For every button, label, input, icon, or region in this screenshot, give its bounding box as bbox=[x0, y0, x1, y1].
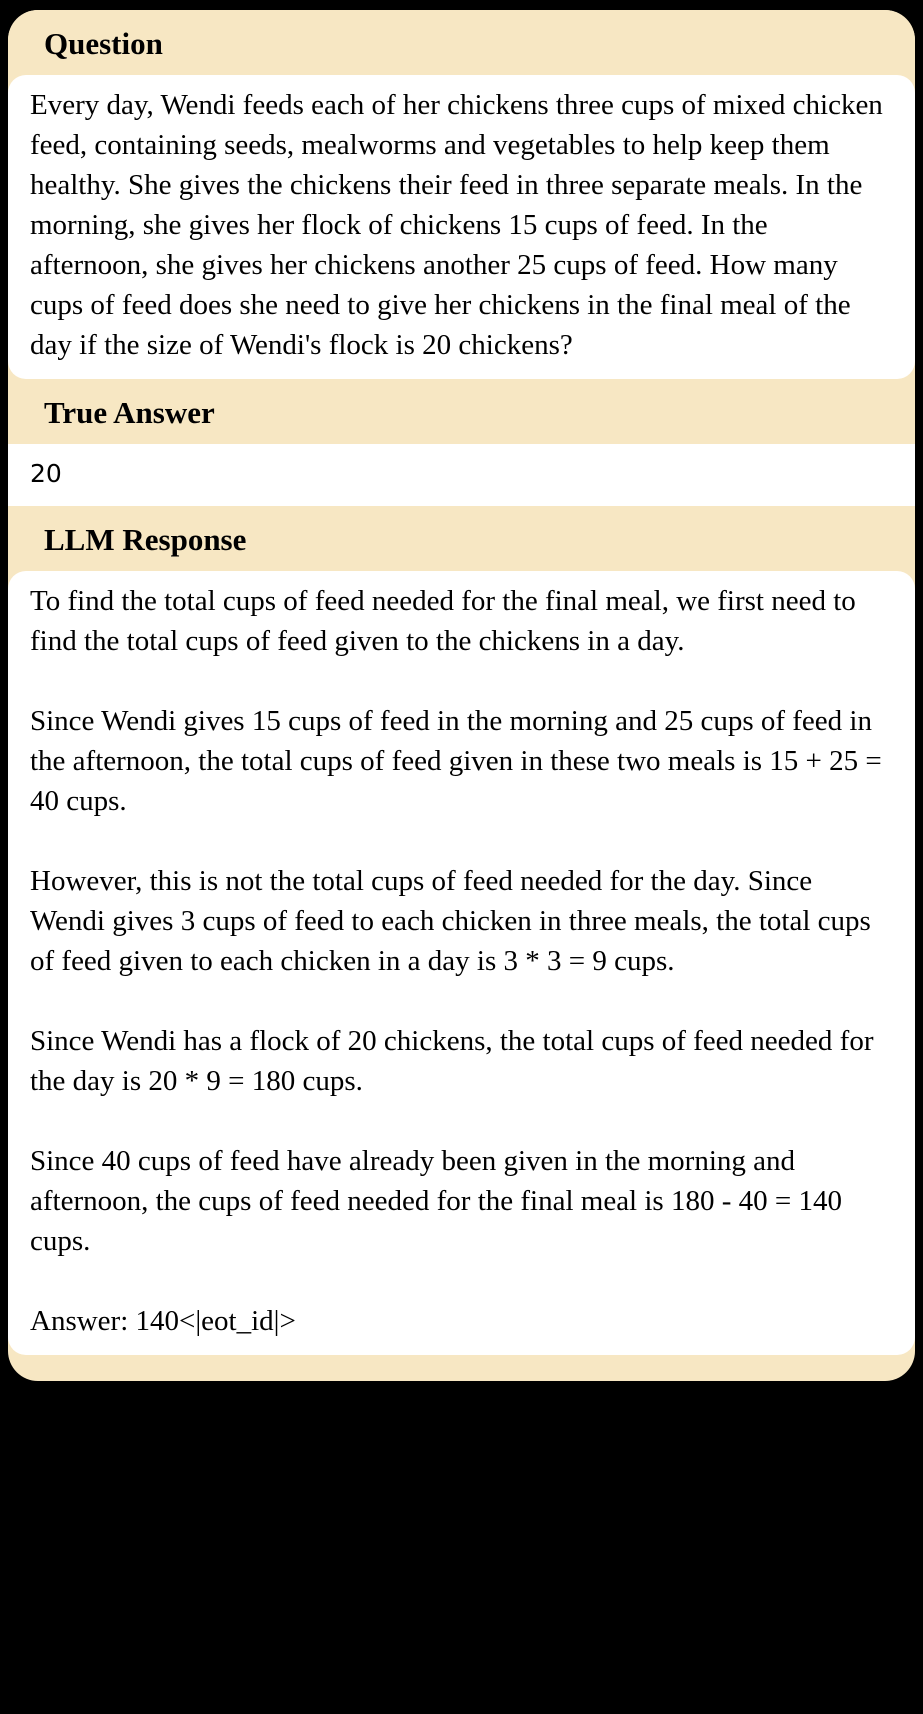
llm-response-paragraph: Since 40 cups of feed have already been given in the morning and afternoon, the cups of feed needed for the final meal is 180 - 40 = 140 cups. bbox=[30, 1145, 842, 1258]
llm-response-panel bbox=[8, 571, 915, 1355]
llm-response-paragraph: Since Wendi gives 15 cups of feed in the morning and 25 cups of feed in the afternoon, the total cups of feed given in these two meals is 15 + 25 = 40 cups. bbox=[30, 704, 882, 817]
qa-card bbox=[8, 10, 915, 1381]
question-panel bbox=[8, 75, 915, 379]
true-answer-value: 20 bbox=[30, 459, 62, 489]
llm-response-final-answer: Answer: 140<|eot_id|> bbox=[30, 1305, 296, 1338]
question-section-header: Question bbox=[8, 10, 915, 75]
llm-response-paragraph: To find the total cups of feed needed for the final meal, we first need to find the total cups of feed given to the chickens in a day. bbox=[30, 584, 856, 657]
llm-response-section-header: LLM Response bbox=[8, 506, 915, 571]
true-answer-panel bbox=[8, 444, 915, 505]
question-text: Every day, Wendi feeds each of her chickens three cups of mixed chicken feed, containing seeds, mealworms and vegetables to help keep them healthy. She gives the chickens their feed in three separate meals. In the morning, she gives her flock of chickens 15 cups of feed. In the afternoon, she gives her chickens another 25 cups of feed. How many cups of feed does she need to give her chickens in the final meal of the day if the size of Wendi's flock is 20 chickens? bbox=[30, 89, 883, 362]
llm-response-paragraph: Since Wendi has a flock of 20 chickens, the total cups of feed needed for the day is 20 * 9 = 180 cups. bbox=[30, 1025, 874, 1098]
true-answer-section-header: True Answer bbox=[8, 379, 915, 444]
llm-response-paragraph: However, this is not the total cups of feed needed for the day. Since Wendi gives 3 cups of feed to each chicken in three meals, the total cups of feed given to each chicken in a day is 3 * 3 = 9 cups. bbox=[30, 865, 871, 978]
